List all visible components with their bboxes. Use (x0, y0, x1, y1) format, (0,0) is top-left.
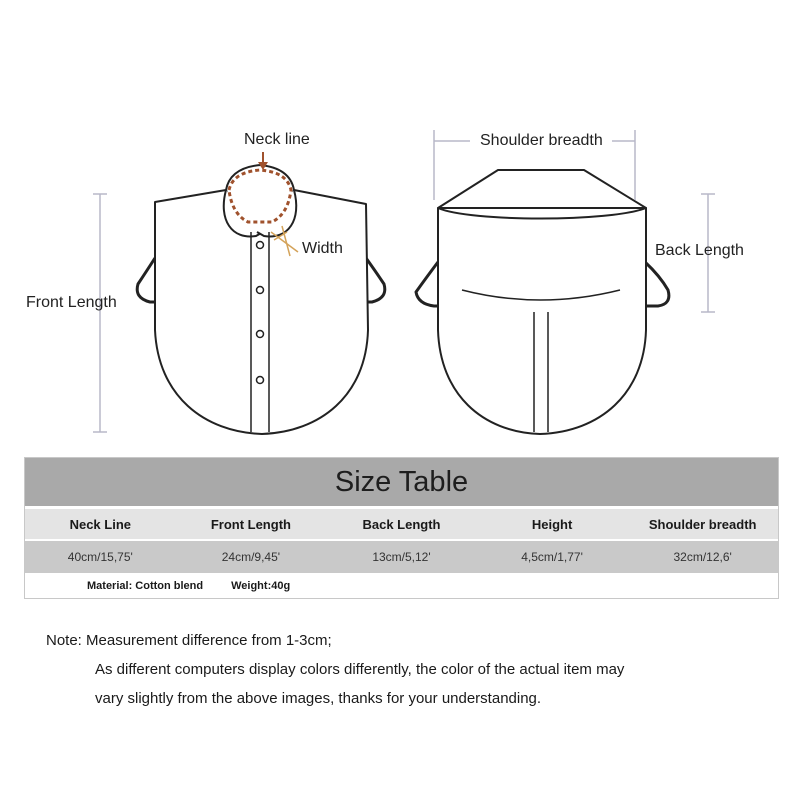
button-2 (257, 287, 264, 294)
size-table-footer (25, 573, 778, 599)
header-back-length: Back Length (362, 516, 441, 532)
value-back-length: 13cm/5,12' (372, 550, 431, 564)
header-neck-line: Neck Line (69, 516, 131, 532)
button-4 (257, 377, 264, 384)
size-table-header-row (25, 509, 778, 539)
value-front-length: 24cm/9,45' (221, 550, 281, 564)
value-shoulder-breadth: 32cm/12,6' (673, 550, 732, 564)
value-neck-line: 40cm/15,75' (67, 550, 133, 564)
size-table (24, 457, 779, 599)
note-block (46, 626, 624, 713)
header-height: Height (531, 516, 573, 532)
weight-text: Weight:40g (231, 580, 291, 592)
back-collar (438, 170, 646, 208)
front-view (137, 165, 385, 434)
neck-line-label: Neck line (244, 131, 310, 148)
front-body (155, 190, 368, 434)
front-length-dimension (93, 194, 107, 432)
size-table-title: Size Table (25, 458, 778, 506)
shoulder-breadth-label: Shoulder breadth (480, 132, 603, 149)
back-length-label: Back Length (655, 242, 744, 259)
button-1 (257, 242, 264, 249)
width-label: Width (302, 240, 343, 257)
back-body (438, 208, 646, 434)
header-front-length: Front Length (210, 516, 291, 532)
button-3 (257, 331, 264, 338)
value-height: 4,5cm/1,77' (521, 550, 583, 564)
note-line-2: As different computers display colors differently, the color of the actual item may (95, 661, 625, 678)
front-length-label: Front Length (26, 294, 117, 311)
note-line-1: Note: Measurement difference from 1-3cm; (46, 632, 332, 649)
back-view (416, 170, 669, 434)
note-line-3: vary slightly from the above images, thanks for your understanding. (95, 690, 542, 707)
material-text: Material: Cotton blend (87, 580, 204, 592)
header-shoulder-breadth: Shoulder breadth (648, 516, 757, 532)
size-table-values-row (25, 541, 778, 573)
